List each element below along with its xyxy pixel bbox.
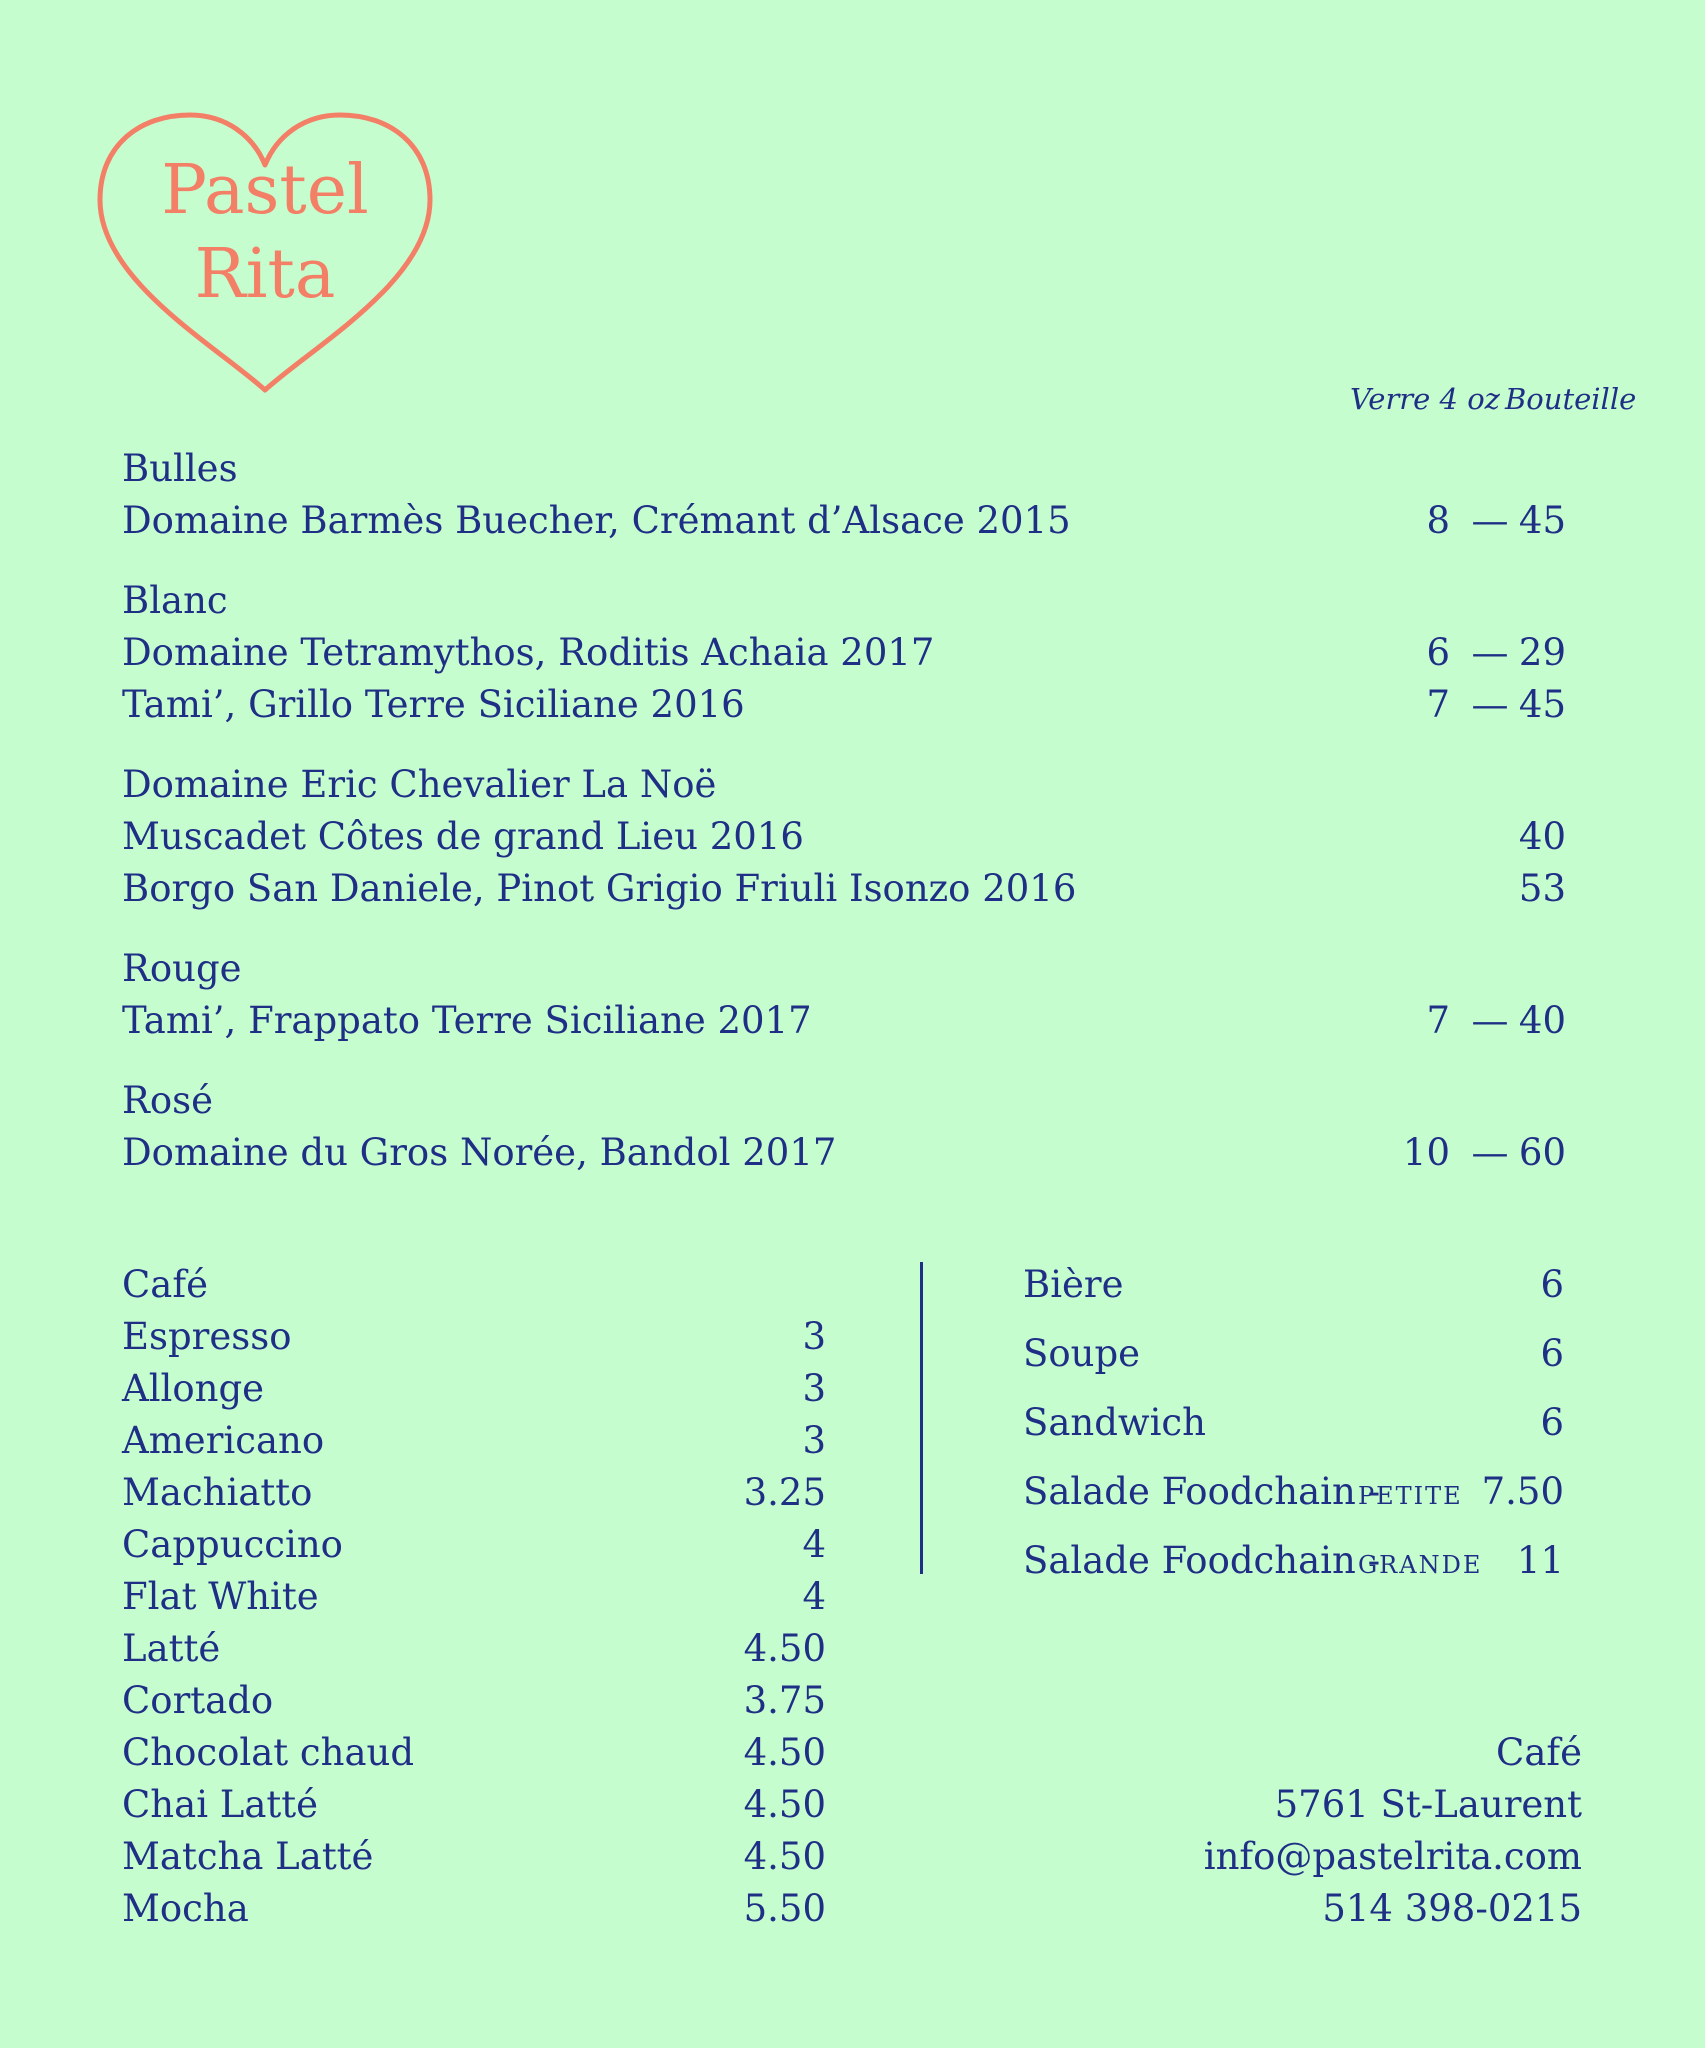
cafe-item-name: Cappuccino — [122, 1523, 343, 1566]
contact-phone[interactable]: 514 398-0215 — [1322, 1887, 1582, 1930]
cafe-item-name: Espresso — [122, 1315, 292, 1358]
food-item-price: 6 — [1540, 1263, 1564, 1306]
food-item-name: Salade Foodchain - — [1023, 1470, 1381, 1513]
cafe-item-name: Allonge — [122, 1367, 265, 1410]
contact-address: 5761 St-Laurent — [1274, 1783, 1582, 1826]
wine-name: Tami’, Grillo Terre Siciliane 2016 — [122, 683, 745, 726]
cafe-item-name: Machiatto — [122, 1471, 313, 1514]
section-heading-blanc: Blanc — [122, 579, 228, 622]
bottle-price: 53 — [1518, 867, 1566, 910]
glass-price: 6 — [1426, 631, 1450, 674]
wine-name: Borgo San Daniele, Pinot Grigio Friuli Isonzo 2016 — [122, 867, 1077, 910]
wine-name: Domaine Barmès Buecher, Crémant d’Alsace 2015 — [122, 499, 1071, 542]
contact-label: Café — [1496, 1731, 1582, 1774]
bottle-price: 45 — [1518, 683, 1566, 726]
cafe-item-name: Cortado — [122, 1679, 274, 1722]
cafe-item-price: 4.50 — [743, 1627, 826, 1670]
food-item-size: PETITE — [1358, 1482, 1463, 1510]
bottle-price: 40 — [1518, 999, 1566, 1042]
price-dash: — — [1471, 999, 1509, 1042]
price-dash: — — [1471, 1131, 1509, 1174]
section-heading-rose: Rosé — [122, 1079, 214, 1122]
food-item-name: Salade Foodchain - — [1023, 1539, 1381, 1582]
section-heading-bulles: Bulles — [122, 447, 238, 490]
section-heading-rouge: Rouge — [122, 947, 242, 990]
food-item-price: 7.50 — [1481, 1470, 1564, 1513]
glass-price: 7 — [1426, 683, 1450, 726]
column-header-bottle: Bouteille — [1505, 382, 1637, 416]
cafe-item-name: Matcha Latté — [122, 1835, 374, 1878]
bottle-price: 60 — [1518, 1131, 1566, 1174]
cafe-item-price: 4.50 — [743, 1731, 826, 1774]
bottle-price: 45 — [1518, 499, 1566, 542]
cafe-item-price: 4 — [802, 1523, 826, 1566]
section-heading-producer: Domaine Eric Chevalier La Noë — [122, 763, 717, 806]
cafe-item-price: 5.50 — [743, 1887, 826, 1930]
cafe-item-price: 3 — [802, 1315, 826, 1358]
brand-name-line1: Pastel — [161, 151, 369, 230]
contact-email[interactable]: info@pastelrita.com — [1203, 1835, 1582, 1878]
wine-name: Domaine Tetramythos, Roditis Achaia 2017 — [122, 631, 935, 674]
cafe-item-name: Chai Latté — [122, 1783, 319, 1826]
price-dash: — — [1471, 499, 1509, 542]
glass-price: 10 — [1402, 1131, 1450, 1174]
cafe-item-name: Mocha — [122, 1887, 249, 1930]
cafe-item-name: Flat White — [122, 1575, 319, 1618]
column-divider — [920, 1262, 923, 1574]
column-header-glass: Verre 4 oz — [1350, 382, 1500, 416]
bottle-price: 40 — [1518, 815, 1566, 858]
cafe-item-name: Latté — [122, 1627, 221, 1670]
wine-name: Tami’, Frappato Terre Siciliane 2017 — [122, 999, 812, 1042]
price-dash: — — [1471, 683, 1509, 726]
cafe-item-name: Americano — [122, 1419, 325, 1462]
glass-price: 8 — [1426, 499, 1450, 542]
food-item-price: 11 — [1516, 1539, 1564, 1582]
wine-name: Muscadet Côtes de grand Lieu 2016 — [122, 815, 804, 858]
bottle-price: 29 — [1518, 631, 1566, 674]
food-item-name: Sandwich — [1023, 1401, 1206, 1444]
food-item-name: Soupe — [1023, 1332, 1141, 1375]
cafe-item-price: 3 — [802, 1419, 826, 1462]
food-item-price: 6 — [1540, 1332, 1564, 1375]
cafe-item-price: 3.75 — [743, 1679, 826, 1722]
logo — [95, 105, 435, 395]
cafe-item-price: 4.50 — [743, 1835, 826, 1878]
cafe-item-price: 3 — [802, 1367, 826, 1410]
price-dash: — — [1471, 631, 1509, 674]
section-heading-cafe: Café — [122, 1263, 208, 1306]
cafe-item-name: Chocolat chaud — [122, 1731, 415, 1774]
food-item-price: 6 — [1540, 1401, 1564, 1444]
food-item-name: Bière — [1023, 1263, 1124, 1306]
cafe-item-price: 4 — [802, 1575, 826, 1618]
cafe-item-price: 3.25 — [743, 1471, 826, 1514]
brand-name-line2: Rita — [194, 235, 336, 314]
glass-price: 7 — [1426, 999, 1450, 1042]
wine-name: Domaine du Gros Norée, Bandol 2017 — [122, 1131, 837, 1174]
food-item-size: GRANDE — [1358, 1551, 1483, 1579]
cafe-item-price: 4.50 — [743, 1783, 826, 1826]
